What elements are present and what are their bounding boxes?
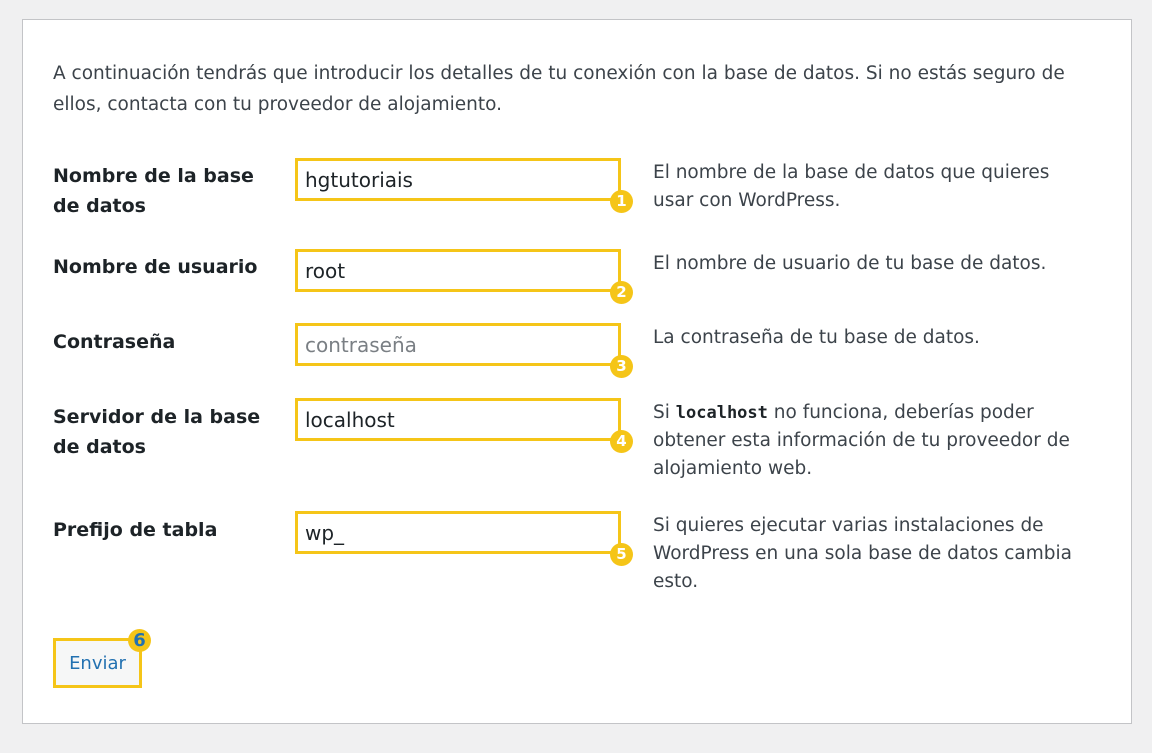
db-host-description xyxy=(653,399,1093,483)
db-host-field[interactable] xyxy=(295,398,627,450)
db-name-description: El nombre de la base de datos que quieres usar con WordPress. xyxy=(653,162,1050,211)
db-name-label: Nombre de la base de datos xyxy=(53,165,254,217)
table-prefix-description: Si quieres ejecutar varias instalaciones de WordPress en una sola base de datos cambia esto. xyxy=(653,515,1072,592)
step-badge-5: 5 xyxy=(610,543,633,566)
table-prefix-field[interactable] xyxy=(295,511,627,563)
db-host-desc-after: no funciona, deberías poder obtener esta información de tu proveedor de alojamiento web. xyxy=(653,402,1070,479)
submit-button-label: Enviar xyxy=(69,652,126,674)
db-name-input[interactable] xyxy=(305,168,618,192)
db-host-desc-code: localhost xyxy=(675,403,768,423)
intro-text: A continuación tendrás que introducir los detalles de tu conexión con la base de datos. Si no estás seguro de ellos, contacta con tu proveedor de alojamiento. xyxy=(53,63,1065,115)
db-user-description: El nombre de usuario de tu base de datos. xyxy=(653,253,1047,274)
db-name-field[interactable] xyxy=(295,158,627,210)
step-badge-2: 2 xyxy=(610,281,633,304)
db-password-label: Contraseña xyxy=(53,331,176,353)
step-badge-6: 6 xyxy=(128,629,151,652)
setup-config-card xyxy=(22,19,1132,724)
step-badge-3: 3 xyxy=(610,355,633,378)
submit-button[interactable] xyxy=(53,629,146,688)
table-prefix-input[interactable] xyxy=(305,521,618,545)
table-prefix-label: Prefijo de tabla xyxy=(53,519,218,541)
step-badge-1: 1 xyxy=(610,190,633,213)
db-host-desc-before: Si xyxy=(653,402,676,423)
db-host-input[interactable] xyxy=(305,408,618,432)
db-password-description: La contraseña de tu base de datos. xyxy=(653,327,980,348)
db-host-label: Servidor de la base de datos xyxy=(53,406,261,458)
step-badge-4: 4 xyxy=(610,430,633,453)
db-password-field[interactable] xyxy=(295,323,627,375)
db-user-field[interactable] xyxy=(295,249,627,301)
db-password-input[interactable] xyxy=(305,333,618,357)
db-user-label: Nombre de usuario xyxy=(53,256,258,278)
db-user-input[interactable] xyxy=(305,259,618,283)
